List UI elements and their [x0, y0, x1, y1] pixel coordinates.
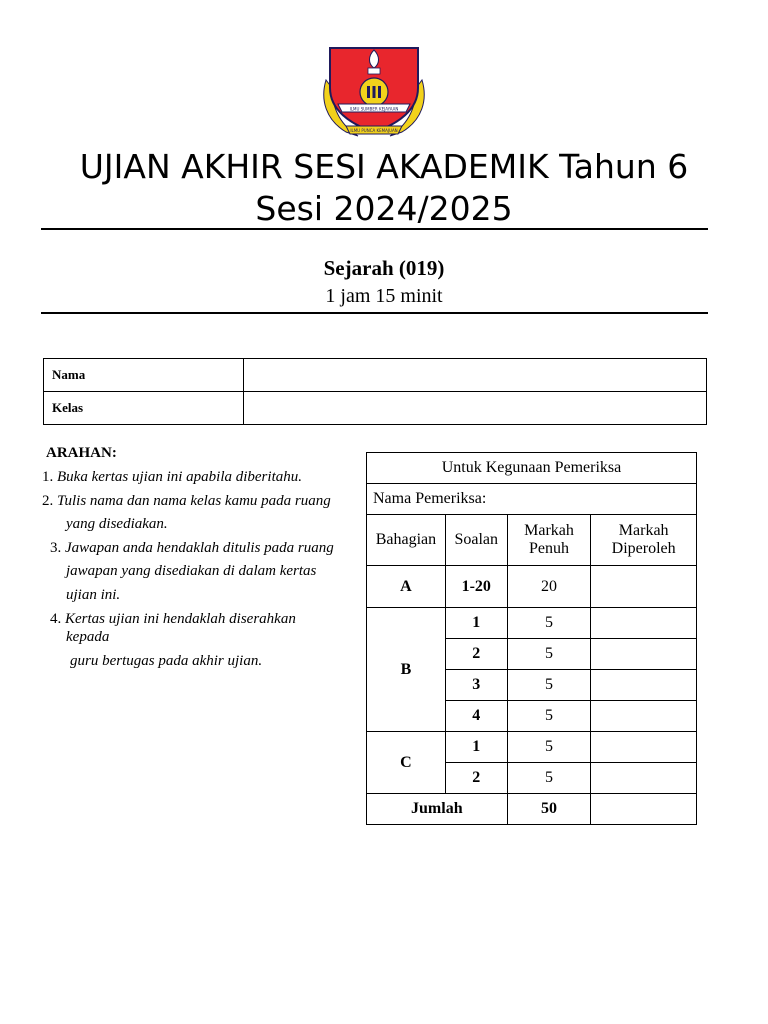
table-row	[367, 732, 697, 763]
obtained-mark-cell[interactable]	[591, 639, 697, 670]
full-mark-cell: 5	[507, 763, 591, 794]
obtained-mark-cell[interactable]	[591, 566, 697, 608]
instruction-item: 4. Kertas ujian ini hendaklah diserahkan kepada guru bertugas pada akhir ujian.	[50, 611, 296, 669]
name-field[interactable]	[244, 359, 707, 392]
obtained-mark-cell[interactable]	[591, 763, 697, 794]
name-label: Nama	[44, 359, 244, 392]
full-mark-cell: 5	[507, 639, 591, 670]
subject-divider	[41, 312, 708, 314]
full-mark-cell: 5	[507, 732, 591, 763]
obtained-mark-cell[interactable]	[591, 732, 697, 763]
instructions	[38, 445, 363, 676]
instruction-item: 3. Jawapan anda hendaklah ditulis pada ruang jawapan yang disediakan di dalam kertas ujian ini.	[50, 539, 334, 603]
examiner-name-label: Nama Pemeriksa:	[367, 484, 697, 515]
total-full-mark: 50	[507, 794, 591, 825]
table-row	[367, 566, 697, 608]
student-info-table	[43, 358, 707, 425]
col-header-obtained-mark: Markah Diperoleh	[591, 515, 697, 566]
full-mark-cell: 5	[507, 701, 591, 732]
examiner-table-title: Untuk Kegunaan Pemeriksa	[367, 453, 697, 484]
col-header-full-mark: Markah Penuh	[507, 515, 591, 566]
full-mark-cell: 5	[507, 608, 591, 639]
obtained-mark-cell[interactable]	[591, 670, 697, 701]
total-label: Jumlah	[367, 794, 508, 825]
subject-title: Sejarah (019)	[323, 256, 445, 280]
col-header-question: Soalan	[445, 515, 507, 566]
student-class-row	[44, 392, 707, 425]
exam-duration: 1 jam 15 minit	[325, 285, 443, 307]
exam-title-line1: UJIAN AKHIR SESI AKADEMIK Tahun 6	[79, 147, 689, 186]
class-field[interactable]	[244, 392, 707, 425]
crest-motto-text: ILMU PUNCA KEMAJUAN	[350, 128, 398, 133]
class-label: Kelas	[44, 392, 244, 425]
section-c-label: C	[367, 732, 446, 794]
section-a-label: A	[367, 566, 446, 608]
question-cell: 2	[445, 763, 507, 794]
title-divider	[41, 228, 708, 230]
question-cell: 1-20	[445, 566, 507, 608]
instruction-item: 2. Tulis nama dan nama kelas kamu pada ruang yang disediakan.	[42, 492, 331, 532]
question-cell: 4	[445, 701, 507, 732]
question-cell: 1	[445, 608, 507, 639]
full-mark-cell: 20	[507, 566, 591, 608]
section-b-label: B	[367, 608, 446, 732]
exam-title	[20, 146, 748, 230]
school-crest-logo	[318, 40, 430, 140]
question-cell: 2	[445, 639, 507, 670]
total-row	[367, 794, 697, 825]
table-row	[367, 608, 697, 639]
exam-title-line2: Sesi 2024/2025	[255, 189, 513, 228]
instruction-item: 1. Buka kertas ujian ini apabila diberitahu.	[42, 469, 302, 485]
obtained-mark-cell[interactable]	[591, 701, 697, 732]
question-cell: 1	[445, 732, 507, 763]
total-obtained-mark[interactable]	[591, 794, 697, 825]
crest-banner-text: ILMU SUMBER KEJAYAAN	[349, 106, 399, 112]
examiner-table	[366, 452, 697, 825]
col-header-section: Bahagian	[367, 515, 446, 566]
question-cell: 3	[445, 670, 507, 701]
instructions-heading: ARAHAN:	[46, 445, 117, 461]
student-name-row	[44, 359, 707, 392]
obtained-mark-cell[interactable]	[591, 608, 697, 639]
full-mark-cell: 5	[507, 670, 591, 701]
